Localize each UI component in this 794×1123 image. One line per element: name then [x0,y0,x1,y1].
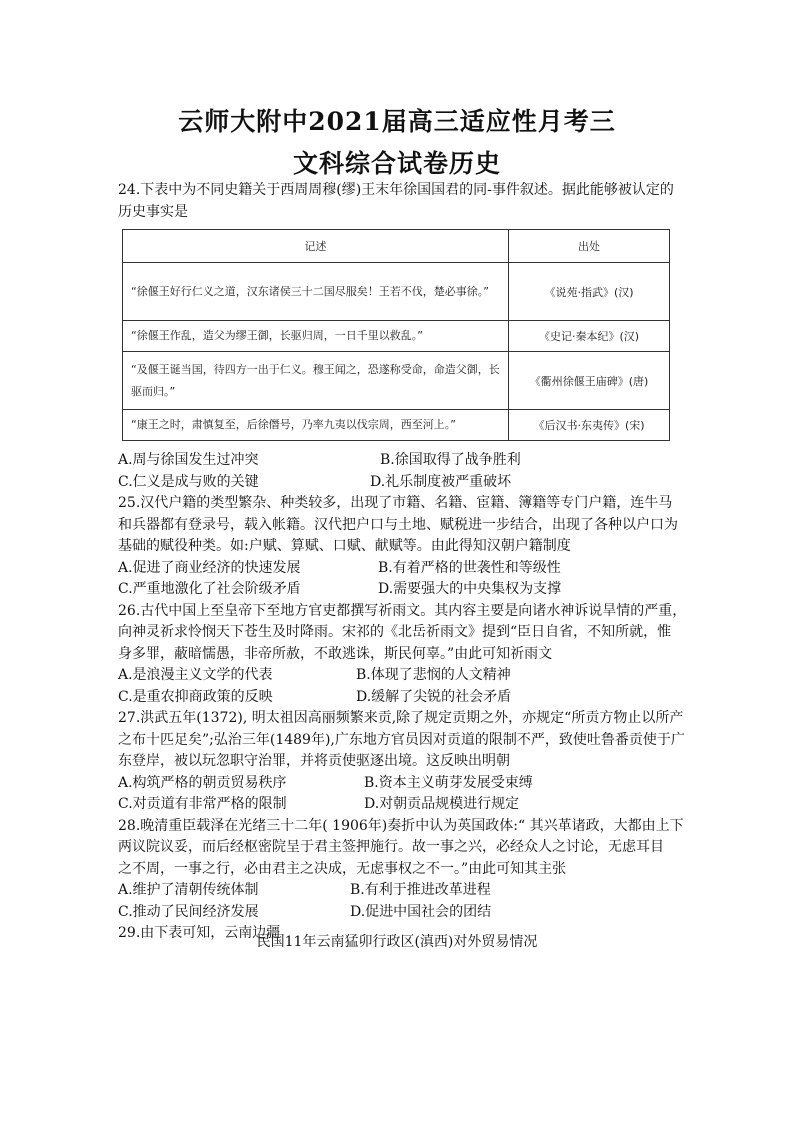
exam-subtitle: 文科综合试卷历史 [292,149,501,178]
question-28-options-row-1 [118,880,708,902]
option-b: B.资本主义萌芽发展受束缚 [364,774,533,791]
question-24-options-row-2 [118,472,708,494]
option-b: B.体现了悲悯的人文精神 [356,667,511,683]
table-cell-text: “及偃王诞当国，待四方一出于仁义。穆王闻之，恐遂称受命，命造父御，长驱而归。” [123,352,509,410]
option-a: A.周与徐国发生过冲突 [118,452,259,468]
option-a: A.构筑严格的朝贡贸易秩序 [118,774,287,791]
table-header-row [123,230,670,263]
option-c: C.是重农抑商政策的反映 [118,688,273,705]
option-a: A.促进了商业经济的快速发展 [118,559,301,576]
option-d: D.促进中国社会的团结 [350,903,492,920]
question-24-stem [118,180,708,223]
table-row [123,263,670,321]
option-d: D.对朝贡品规模进行规定 [364,796,520,812]
table-row [123,352,670,410]
option-c: C.对贡道有非常严格的限制 [118,796,287,812]
question-27-line-2: 之布十匹足矣”;弘治三年(1489年),广东地方官员因对贡道的限制不严，致使吐鲁番贡使于广 [118,731,685,748]
table-cell-source: 《史记·秦本纪》(汉) [509,321,670,352]
table-header-source: 出处 [509,230,670,263]
option-b: B.有着严格的世袭性和等级性 [378,559,561,576]
option-c: C.严重地激化了社会阶级矛盾 [118,581,301,597]
option-d: D.礼乐制度被严重破坏 [370,473,512,490]
table-cell-source: 《衢州徐偃王庙碑》(唐) [509,352,670,410]
question-28-options-row-2 [118,902,708,924]
option-c: C.仁义是成与败的关键 [118,473,259,490]
table-header-record: 记述 [123,230,509,263]
question-28-line-3: 之不周，一事之行，必由君主之决成，无虑事权之不一。”由此可知其主张 [118,860,567,877]
question-27-options-row-2 [118,794,708,816]
question-27-line-3: 东登岸，被以玩忽职守治罪，并将贡使驱逐出境。这反映出明朝 [118,753,510,769]
question-25-options-row-1 [118,558,708,580]
option-a: A.是浪漫主义文学的代表 [118,667,273,683]
question-25-line-2: 和兵器都有登录号，载入帐籍。汉代把户口与土地、赋税进一步结合，出现了各种以户口为 [118,516,678,533]
table-row [123,321,670,352]
option-a: A.维护了清朝传统体制 [118,882,259,898]
question-28-line-2: 两议院议妥，而后经枢密院呈于君主签押施行。故一事之兴，必经众人之讨论，无虑耳目 [118,839,664,855]
exam-title: 云师大附中2021届高三适应性月考三 [178,107,616,136]
question-24-options-row-1 [118,450,708,472]
table-cell-text: “康王之时，肃慎复至，后徐僭号，乃率九夷以伐宗周，西至河上。” [123,410,509,441]
question-29-line-1: 29.由下表可知，云南边疆 [118,925,281,941]
question-29-table-title: 民国11年云南猛卯行政区(滇西)对外贸易情况 [256,934,538,950]
option-b: B.徐国取得了战争胜利 [380,452,521,468]
question-25-line-1: 25.汉代户籍的类型繁杂、种类较多，出现了市籍、名籍、宦籍、簿籍等专门户籍，连牛马 [118,495,673,511]
option-c: C.推动了民间经济发展 [118,903,259,920]
question-28-line-1: 28.晚清重臣载泽在光绪三十二年( 1906年)奏折中认为英国政体:“ 其兴革诸政，大都由上下 [118,817,684,834]
question-25-line-3: 基础的赋役种类。如:户赋、算赋、口赋、献赋等。由此得知汉朝户籍制度 [118,538,571,554]
question-24-table [122,229,670,441]
table-cell-text: “徐偃王好行仁义之道，汉东诸侯三十二国尽服矣！王若不伐，楚必事徐。” [123,263,509,321]
table-cell-text: “徐偃王作乱，造父为缪王御，长驱归周，一日千里以救乱。” [123,321,509,352]
question-26-options-row-2 [118,687,708,709]
question-24-line-1: 24.下表中为不同史籍关于西周周穆(缪)王末年徐国国君的同-事件叙述。据此能够被认定的 [118,182,674,198]
option-d: D.缓解了尖锐的社会矛盾 [356,688,512,705]
option-d: D.需要强大的中央集权为支撑 [378,581,562,597]
question-27-line-1: 27.洪武五年(1372), 明太祖因高丽频繁来贡,除了规定贡期之外，亦规定“所贡方物止以所产 [118,710,684,726]
question-27-options-row-1 [118,773,708,795]
question-25-options-row-2 [118,579,708,601]
table-cell-source: 《说苑·指武》(汉) [509,263,670,321]
question-26-options-row-1 [118,665,708,687]
table-row [123,410,670,441]
question-24-line-2: 历史事实是 [118,203,188,220]
question-26-line-2: 向神灵祈求怜悯天下苍生及时降雨。宋祁的《北岳祈雨文》提到“臣日自省，不知所就，惟 [118,624,672,640]
option-b: B.有利于推进改革进程 [350,882,491,898]
question-body [118,450,708,945]
question-26-line-3: 身多罪，蔽暗懦愚，非帝所赦，不敢逃诛，斯民何辜。”由此可知祈雨文 [118,645,553,662]
table-cell-source: 《后汉书·东夷传》(宋) [509,410,670,441]
question-26-line-1: 26.古代中国上至皇帝下至地方官吏都撰写祈雨文。其内容主要是向诸水神诉说旱情的严重， [118,602,687,619]
